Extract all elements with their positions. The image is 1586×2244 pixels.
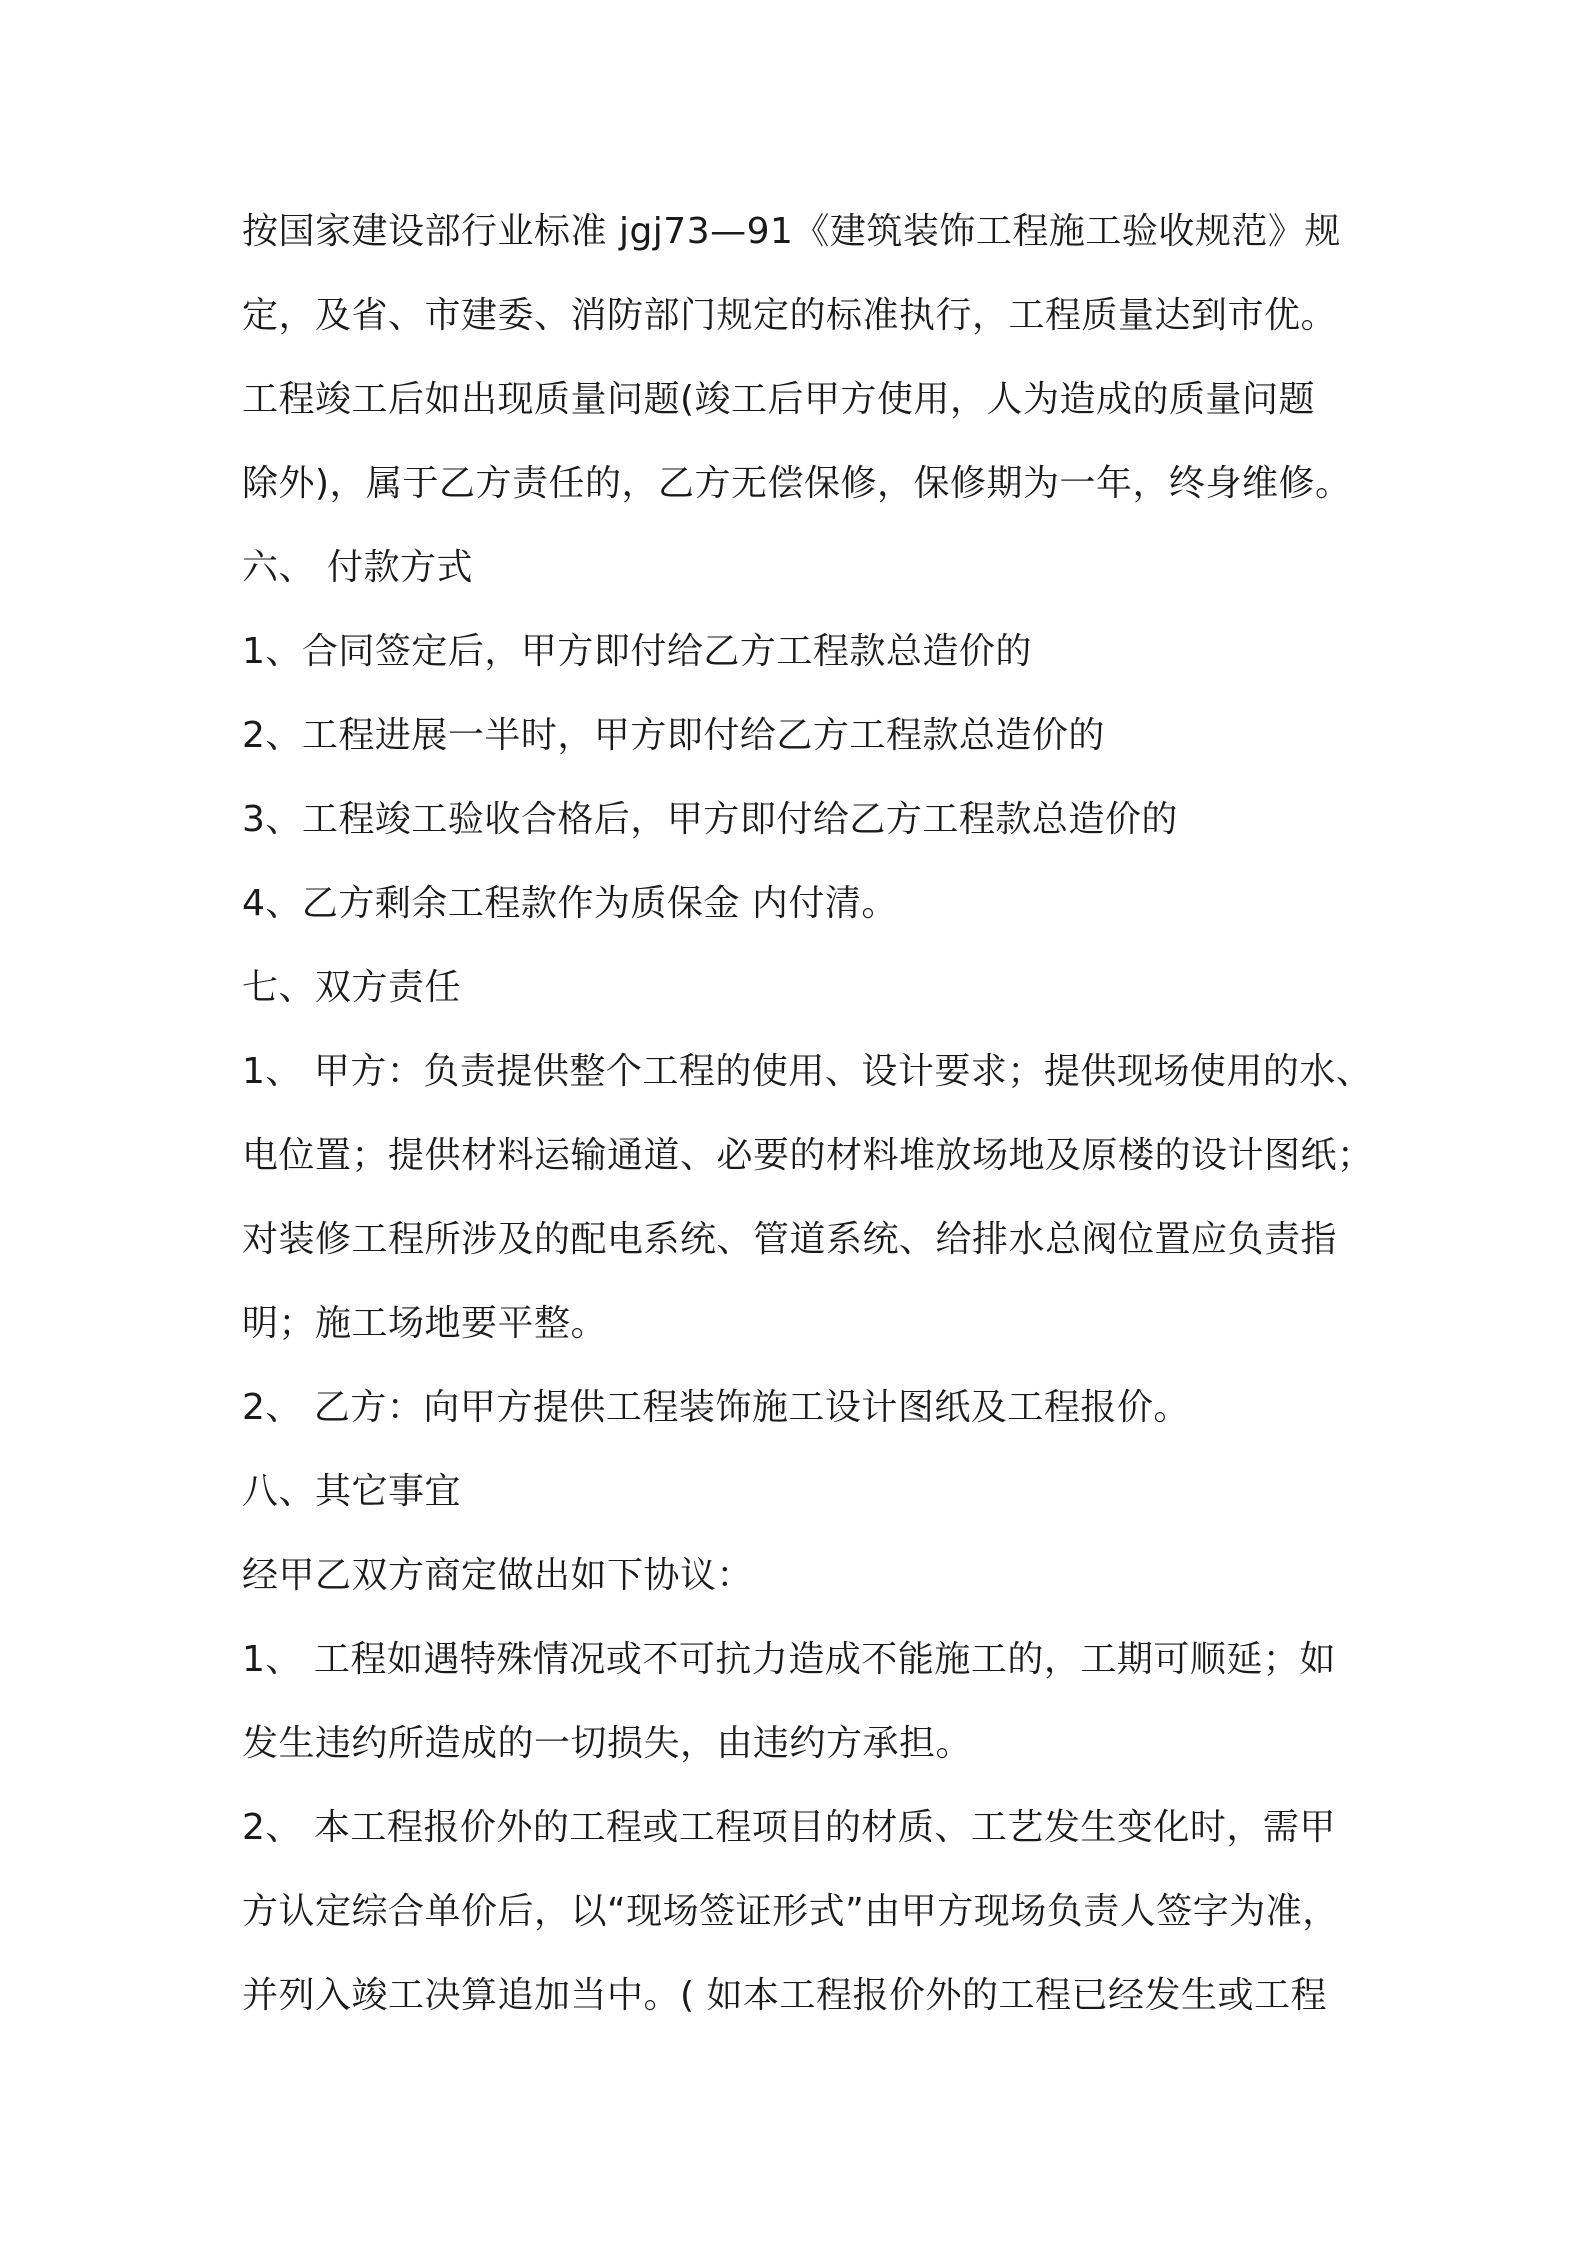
text-line: 明；施工场地要平整。 bbox=[242, 1303, 608, 1344]
list-item: 2、 乙方：向甲方提供工程装饰施工设计图纸及工程报价。 bbox=[242, 1387, 1190, 1428]
text-line: 发生违约所造成的一切损失，由违约方承担。 bbox=[242, 1723, 973, 1764]
text-line: 对装修工程所涉及的配电系统、管道系统、给排水总阀位置应负责指 bbox=[242, 1219, 1338, 1260]
list-item: 4、乙方剩余工程款作为质保金 内付清。 bbox=[242, 883, 898, 924]
section-heading-responsibilities: 七、双方责任 bbox=[242, 967, 462, 1008]
text-line: 按国家建设部行业标准 jgj73—91《建筑装饰工程施工验收规范》规 bbox=[242, 211, 1341, 252]
section-heading-other-matters: 八、其它事宜 bbox=[242, 1471, 462, 1512]
text-line: 方认定综合单价后，以“现场签证形式”由甲方现场负责人签字为准， bbox=[242, 1891, 1339, 1932]
list-item: 2、工程进展一半时，甲方即付给乙方工程款总造价的 bbox=[242, 715, 1105, 756]
text-line: 电位置；提供材料运输通道、必要的材料堆放场地及原楼的设计图纸； bbox=[242, 1135, 1374, 1176]
text-line: 定，及省、市建委、消防部门规定的标准执行，工程质量达到市优。 bbox=[242, 295, 1338, 336]
list-item: 3、工程竣工验收合格后，甲方即付给乙方工程款总造价的 bbox=[242, 799, 1178, 840]
list-item: 1、 甲方：负责提供整个工程的使用、设计要求；提供现场使用的水、 bbox=[242, 1051, 1373, 1092]
list-item: 2、 本工程报价外的工程或工程项目的材质、工艺发生变化时，需甲 bbox=[242, 1807, 1336, 1848]
document-body bbox=[242, 200, 1372, 2048]
section-heading-payment: 六、 付款方式 bbox=[242, 547, 473, 588]
text-line: 除外)，属于乙方责任的，乙方无偿保修，保修期为一年，终身维修。 bbox=[242, 463, 1352, 504]
list-item: 1、 工程如遇特殊情况或不可抗力造成不能施工的，工期可顺延；如 bbox=[242, 1639, 1336, 1680]
text-line: 工程竣工后如出现质量问题(竣工后甲方使用，人为造成的质量问题 bbox=[242, 379, 1316, 420]
text-line: 并列入竣工决算追加当中。( 如本工程报价外的工程已经发生或工程 bbox=[242, 1975, 1327, 2016]
list-item: 1、合同签定后，甲方即付给乙方工程款总造价的 bbox=[242, 631, 1032, 672]
text-line: 经甲乙双方商定做出如下协议： bbox=[242, 1555, 754, 1596]
